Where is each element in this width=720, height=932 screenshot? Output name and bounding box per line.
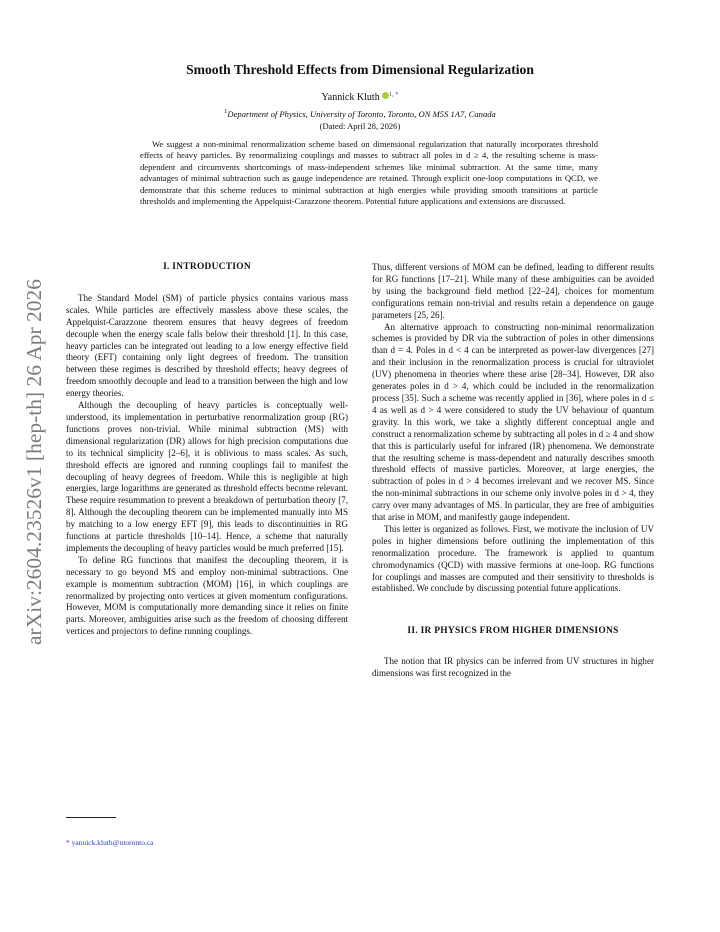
affiliation-text: Department of Physics, University of Toronto, Toronto, ON M5S 1A7, Canada	[227, 109, 496, 119]
author-line	[0, 91, 720, 103]
section-heading-introduction: I. INTRODUCTION	[163, 262, 251, 272]
paper-title: Smooth Threshold Effects from Dimensional Regularization	[186, 62, 534, 77]
footnote-mark: *	[66, 838, 70, 847]
abstract: We suggest a non-minimal renormalization scheme based on dimensional regularization that naturally incorporates threshold effects of heavy particles. By renormalizing couplings and masses to subtract all poles in d ≥ 4, the resulting scheme is mass-dependent and circumvents shortcomings of mass-independent schemes like minimal subtraction. At the same time, many advantages of minimal subtraction such as gauge independence are retained. Through explicit one-loop computations in QCD, we demonstrate that this scheme reduces to minimal subtraction at high energies while providing smooth transitions at particle thresholds and implementing the Appelquist-Carazzone theorem. Potential future applications and extensions are discussed.	[140, 139, 598, 207]
left-column	[66, 262, 348, 638]
arxiv-stamp-svg	[14, 255, 50, 645]
footnote-rule	[66, 817, 116, 818]
paragraph: Although the decoupling of heavy particles is conceptually well-understood, its implementation in perturbative renormalization group (RG) functions proves non-trivial. While minimal subtraction (MS) with dimensional regularization (DR) allows for high precision computations due to its technical simplicity [2–6], it is oblivious to mass scales. As such, threshold effects are ignored and running couplings fail to manifest the decoupling of heavy degrees of freedom. While this is negligible at high energies, large logarithms are generated as threshold effects become relevant. These require resummation to prevent a breakdown of perturbation theory [7, 8]. Although the decoupling theorem can be implemented manually into MS by matching to a low energy EFT [9], this leads to discontinuities in RG functions at particle thresholds [10–14]. Hence, a scheme that naturally implements the decoupling of heavy particles would be much preferred [15].	[66, 400, 348, 553]
paragraph: An alternative approach to constructing non-minimal renormalization schemes is provided by DR via the subtraction of poles in other dimensions than d = 4. Poles in d < 4 can be interpreted as power-law divergences [27] and their inclusion in the renormalization process is crucial for ultraviolet (UV) phenomena in theories where these arise [28–34]. However, DR also generates poles in d > 4, which could be included in the renormalization process [35]. Such a scheme was recently applied in [36], where poles in d ≤ 4 as well as d > 4 were considered to study the UV behaviour of quantum gravity. In this work, we take a slightly different conceptual angle and construct a renormalization scheme by subtracting all poles in d ≥ 4 and show that this is particularly useful for infrared (IR) phenomena. We demonstrate that the resulting scheme is mass-dependent and naturally describes smooth threshold effects of massive particles. Moreover, at large energies, the subtraction of poles in d > 4 becomes irrelevant and we recover MS. Since the non-minimal subtractions in our scheme only involve poles in d > 4, they carry over many advantages of MS. In particular, they are free of ambiguities that arise in MOM, and manifestly gauge independent.	[372, 321, 654, 523]
affiliation-mark: 1	[224, 108, 228, 115]
arxiv-stamp	[14, 255, 50, 645]
paragraph: The notion that IR physics can be inferred from UV structures in higher dimensions was first recognized in the	[372, 656, 654, 679]
footnote-email-link[interactable]: yannick.kluth@utoronto.ca	[71, 838, 154, 847]
paragraph: This letter is organized as follows. First, we motivate the inclusion of UV poles in higher dimensions before outlining the implementation of this renormalization procedure. The framework is applied to quantum chromodynamics (QCD) with massive fermions at one-loop. RG functions for couplings and masses are computed and their sensitivity to thresholds is established. We conclude by discussing potential future applications.	[372, 523, 654, 594]
dated-line: (Dated: April 28, 2026)	[319, 121, 401, 131]
author-name: Yannick Kluth	[321, 92, 380, 103]
orcid-icon[interactable]	[382, 92, 389, 99]
section-heading-ir-physics: II. IR PHYSICS FROM HIGHER DIMENSIONS	[407, 626, 619, 637]
paragraph: To define RG functions that manifest the decoupling theorem, it is necessary to go beyond MS and employ non-minimal subtractions. One example is momentum subtraction (MOM) [16], in which couplings are renormalized by projecting onto vertices at given momentum configurations. However, MOM is computationally more demanding since it relies on finite parts. Moreover, ambiguities arise such as the freedom of choosing different vertices and projectors to define running couplings.	[66, 554, 348, 637]
affiliation	[0, 108, 720, 119]
right-column	[372, 262, 654, 680]
paragraph: Thus, different versions of MOM can be defined, leading to different results for RG functions [17–21]. While many of these ambiguities can be avoided by using the background field method [22–24], choices for momentum configurations remain non-trivial and results retain a dependence on gauge parameters [25, 26].	[372, 262, 654, 320]
author-marks: 1, *	[388, 91, 399, 98]
footnote	[66, 838, 154, 847]
arxiv-stamp-text: arXiv:2604.23526v1 [hep-th] 26 Apr 2026	[22, 278, 46, 645]
paragraph: The Standard Model (SM) of particle physics contains various mass scales. While particles are effectively massless above these scales, the Appelquist-Carazzone theorem ensures that heavy degrees of freedom decouple when the energy scale falls below their threshold [1]. In this case, heavy particles can be integrated out leading to a low energy effective field theory (EFT) containing only light degrees of freedom. The transition between these regimes is described by threshold effects; heavy degrees of freedom smoothly decouple and lead to a transition between the high and low energy theories.	[66, 292, 348, 399]
